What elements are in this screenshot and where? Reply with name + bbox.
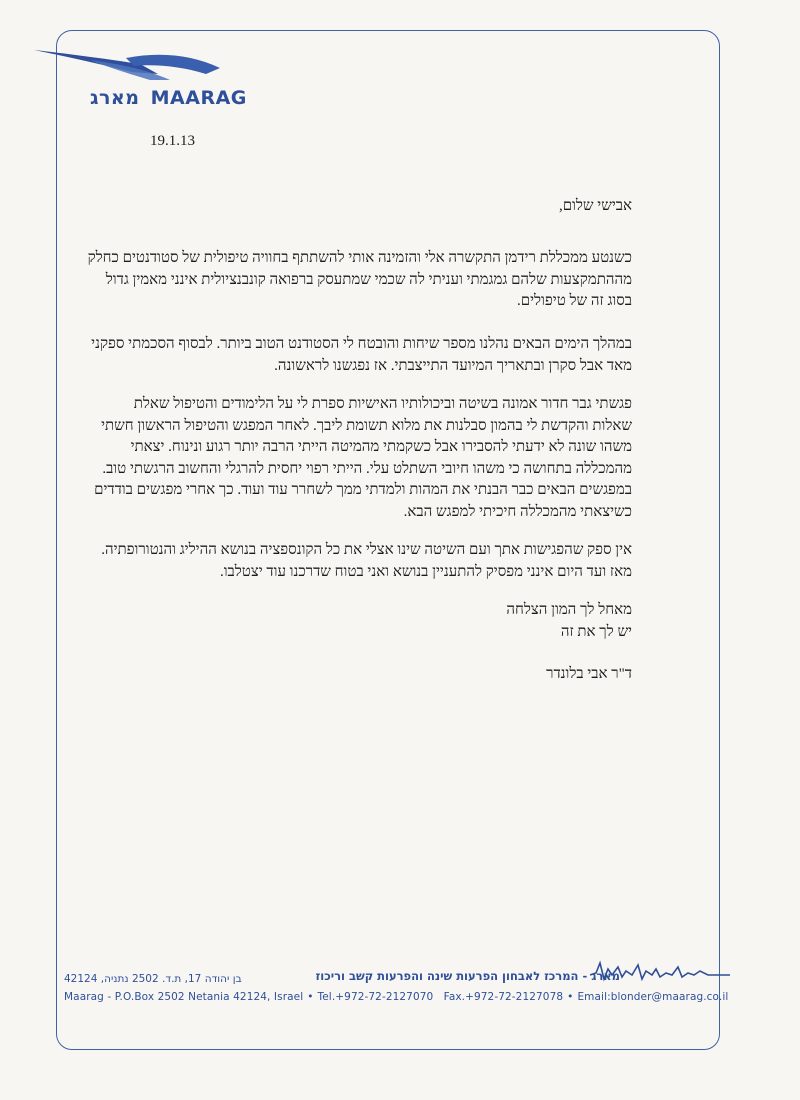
footer-address-en: Maarag - P.O.Box 2502 Netania 42124, Israel (64, 991, 304, 1003)
closing-line-2: יש לך את זה (560, 624, 632, 640)
paragraph-line: מההתמקצעות שלהם גמגמתי ועניתי לה שכמי שמתעסק ברפואה קונבנציולית אינני מאמין גדול (105, 271, 632, 288)
paragraph-line: כשיצאתי מהמכללה חיכיתי למפגש הבא. (403, 503, 632, 520)
paragraph-line: מהמכללה בתחושה כי משהו חיובי השתלט עלי. הייתי רפוי יחסית להרגלי והחשוב הרגשתי טוב. (102, 460, 632, 477)
paragraph-line: שאלות והקדשת לי בהמון סבלנות את מלוא תשומת ליבך. לאחר המפגש והטיפול הראשון חשתי (101, 417, 632, 434)
footer-contact-line: Maarag - P.O.Box 2502 Netania 42124, Israel • Tel.+972-72-2127070 Fax.+972-72-2127078 • Email:blonder@maarag.co.il (64, 991, 729, 1003)
footer-hebrew-name: מארג - המרכז לאבחון הפרעות שינה והפרעות קשב וריכוז (315, 969, 620, 983)
footer-fax: Fax.+972-72-2127078 (443, 991, 564, 1003)
paragraph-line: במפגשים הבאים כבר הבנתי את המהות ולמדתי ממך לשחרר עוד ועוד. כך אחרי מפגשים בודדים (94, 482, 632, 498)
paragraph-4 (101, 540, 632, 583)
letter-date: 19.1.13 (150, 133, 195, 149)
paragraph-line: בסוג זה של טיפולים. (517, 293, 632, 309)
footer-email[interactable]: Email:blonder@maarag.co.il (577, 991, 729, 1003)
greeting: אבישי שלום, (558, 198, 632, 214)
logo-hebrew: מארג (90, 87, 140, 109)
footer-tel: Tel.+972-72-2127070 (317, 991, 434, 1003)
paragraph-line: אין ספק שהפגישות אתך ועם השיטה שינו אצלי את כל הקונספציה בנושא ההיליג והנטורופתיה. (101, 542, 632, 558)
maarag-logo (30, 44, 247, 114)
closing-line-1: מאחל לך המון הצלחה (506, 602, 632, 618)
signature: ד"ר אבי בלונדר (546, 666, 632, 682)
paragraph-line: משהו שונה לא ידעתי להסבירו אבל כשקמתי מהמיטה הייתי הרבה יותר רגוע ונינוח. יצאתי (130, 439, 632, 455)
paragraph-line: מאד אבל סקרן ובתאריך המיועד התייצבתי. אז נפגשנו לראשונה. (274, 357, 632, 374)
paragraph-line: פגשתי גבר חדור אמונה בשיטה וביכולותיו האישיות ספרת לי על הלימודים והטיפול שאלת (133, 396, 632, 412)
logo-english: MAARAG (150, 87, 247, 109)
letterhead-footer (56, 955, 756, 1015)
paragraph-line: מאז ועד היום אינני מפסיק להתעניין בנושא ואני בטוח שדרכנו עוד יצטלבו. (219, 563, 632, 580)
logo-wordmark (90, 87, 247, 109)
paragraph-line: במהלך הימים הבאים נהלנו מספר שיחות והובטח לי הסטודנט הטוב ביותר. לבסוף הסכמתי ספקני (91, 336, 632, 352)
paragraph-line: כשנטע ממכללת רידמן התקשרה אלי והזמינה אותי להשתתף בחוויה טיפולית של סטודנטים כחלק (87, 250, 632, 266)
paragraph-1 (87, 248, 632, 313)
footer-hebrew-address: בן יהודה 17, ת.ד. 2502 נתניה, 42124 (64, 973, 242, 985)
paragraph-2 (91, 334, 632, 377)
paragraph-3 (94, 394, 632, 523)
